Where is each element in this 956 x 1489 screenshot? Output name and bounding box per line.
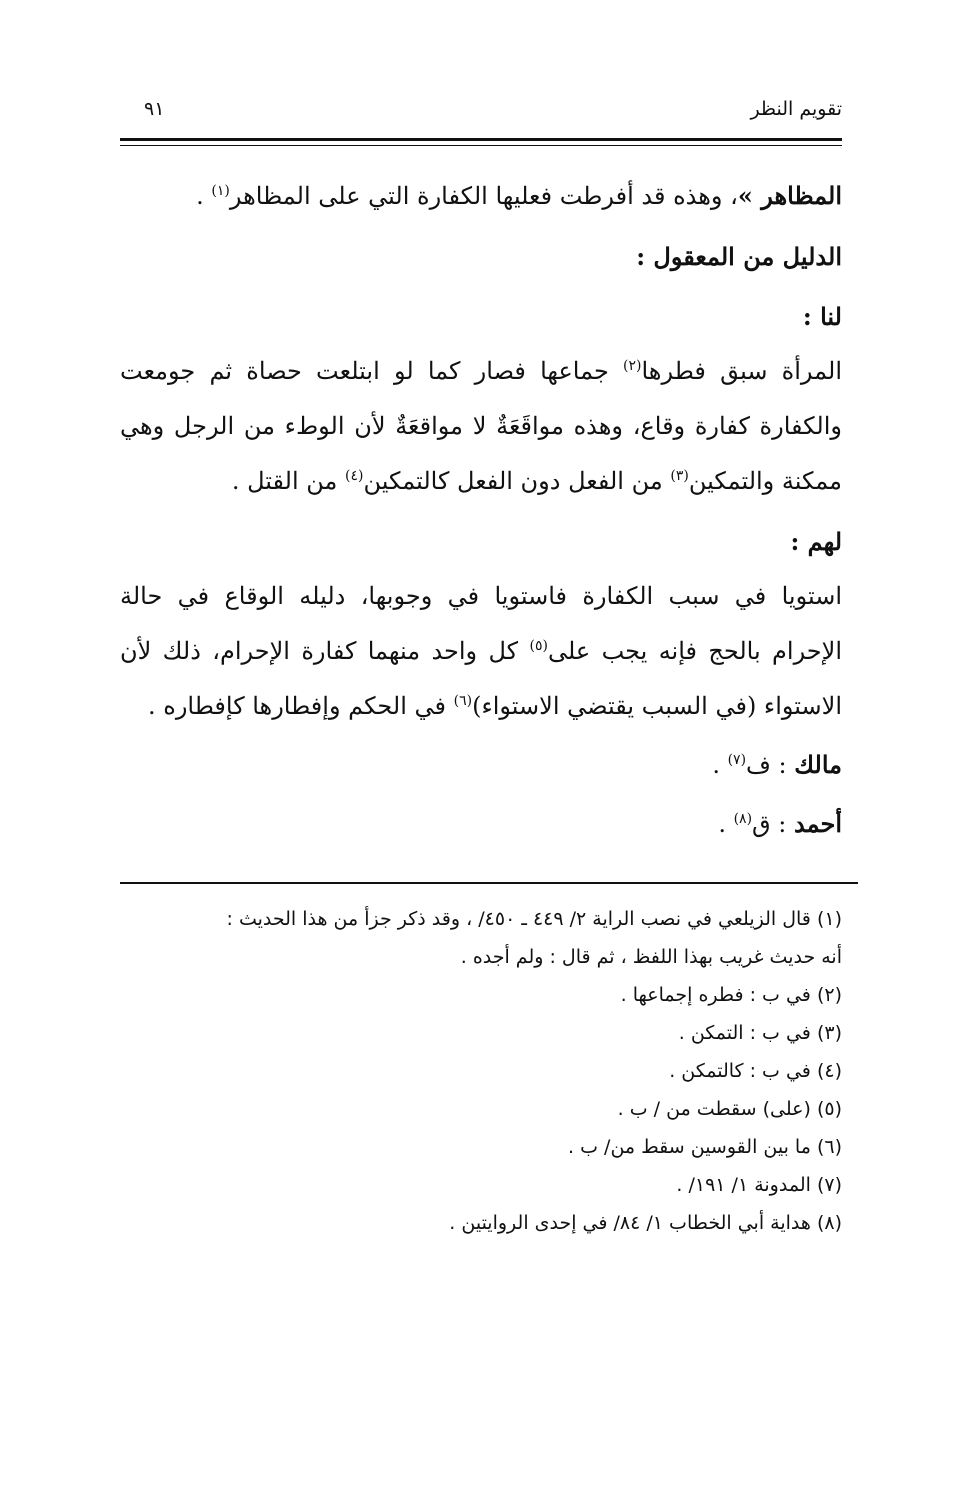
- footnote: [120, 1128, 842, 1166]
- footnote: [120, 1090, 842, 1128]
- malik-label: مالك: [794, 750, 842, 779]
- footnote: [120, 1014, 842, 1052]
- ahmad-text: : ق: [752, 810, 795, 838]
- paragraph-text: في الحكم وإفطارها كإفطاره .: [147, 692, 454, 720]
- footnote-number: (٨): [816, 1212, 842, 1234]
- footnote: [120, 900, 842, 938]
- header-title: تقويم النظر: [750, 98, 842, 120]
- footnote-ref: (٥): [529, 638, 548, 654]
- footnote-ref: (٢): [623, 358, 642, 374]
- paragraph-text: .: [196, 182, 212, 210]
- footnote-text: في ب : كالتمكن .: [669, 1060, 811, 1082]
- subheading-lahum: لهم :: [790, 527, 842, 556]
- paragraph-text: ، وهذه قد أفرطت فعليها الكفارة التي على المظاهر: [229, 182, 738, 210]
- footnote-text: هداية أبي الخطاب ١/ ٨٤/ في إحدى الروايتين .: [449, 1212, 811, 1234]
- footnote-ref: (٦): [453, 693, 473, 709]
- footnote-ref: (٧): [727, 752, 747, 768]
- running-header: [120, 98, 842, 128]
- page-number: ٩١: [144, 98, 165, 120]
- malik-text: : ف: [746, 751, 795, 779]
- footnote: [120, 1204, 842, 1242]
- ahmad-end: .: [718, 810, 734, 838]
- footnote: [120, 1052, 842, 1090]
- footnote-text: قال الزيلعي في نصب الراية ٢/ ٤٤٩ ـ ٤٥٠/ ، وقد ذكر جزأ من هذا الحديث :: [226, 908, 811, 930]
- footnote-rule: [120, 882, 858, 884]
- paragraph-text: جماعها فصار كما لو ابتلعت حصاة ثم جومعت والكفارة كفارة وقاع، وهذه مواقَعَةٌ لا مواقعَةٌ لأن الوطء من الرجل وهي ممكنة والتمكين: [120, 357, 842, 495]
- section-heading: الدليل من المعقول :: [636, 242, 842, 271]
- footnote-text: (على) سقطت من / ب .: [617, 1098, 811, 1120]
- header-rule-thin: [120, 145, 842, 146]
- subheading-lana: لنا :: [802, 302, 842, 331]
- footnote: [120, 1166, 842, 1204]
- footnote-ref: (١): [211, 183, 230, 199]
- footnote-text: المدونة ١/ ١٩١/ .: [676, 1174, 811, 1196]
- paragraph-1: [120, 168, 842, 224]
- paragraph-text: استويا في سبب الكفارة فاستويا في وجوبها، دليله الوقاع في حالة الإحرام بالحج فإنه يجب على: [120, 582, 842, 665]
- footnote-continuation: أنه حديث غريب بهذا اللفظ ، ثم قال : ولم أجده .: [460, 946, 842, 968]
- footnote-number: (٤): [816, 1060, 842, 1082]
- footnote-text: في ب : فطره إجماعها .: [620, 984, 811, 1006]
- bold-term: المظاهر »: [737, 181, 842, 210]
- main-text: [120, 168, 842, 852]
- footnote: [120, 976, 842, 1014]
- header-rule-thick: [120, 138, 842, 141]
- footnote-number: (٣): [816, 1022, 842, 1044]
- footnote-number: (٥): [816, 1098, 842, 1120]
- footnote-number: (٦): [816, 1136, 842, 1158]
- footnote-ref: (٤): [345, 468, 364, 484]
- paragraph-text: كل واحد منهما كفارة الإحرام، ذلك لأن الاستواء (في السبب يقتضي الاستواء): [120, 637, 842, 720]
- paragraph-2: [120, 344, 842, 509]
- ahmad-label: أحمد: [794, 809, 842, 838]
- malik-end: .: [712, 751, 728, 779]
- paragraph-3: [120, 569, 842, 734]
- footnote-ref: (٣): [670, 468, 689, 484]
- footnotes: [120, 900, 842, 1242]
- paragraph-text: من القتل .: [231, 467, 346, 495]
- footnote-number: (١): [816, 908, 842, 930]
- footnote-text: في ب : التمكن .: [678, 1022, 811, 1044]
- malik-line: [120, 737, 842, 793]
- footnote-ref: (٨): [733, 811, 753, 827]
- ahmad-line: [120, 796, 842, 852]
- paragraph-text: المرأة سبق فطرها: [641, 357, 842, 385]
- footnote-number: (٢): [816, 984, 842, 1006]
- footnote-number: (٧): [816, 1174, 842, 1196]
- paragraph-text: من الفعل دون الفعل كالتمكين: [363, 467, 671, 495]
- footnote-text: ما بين القوسين سقط من/ ب .: [568, 1136, 811, 1158]
